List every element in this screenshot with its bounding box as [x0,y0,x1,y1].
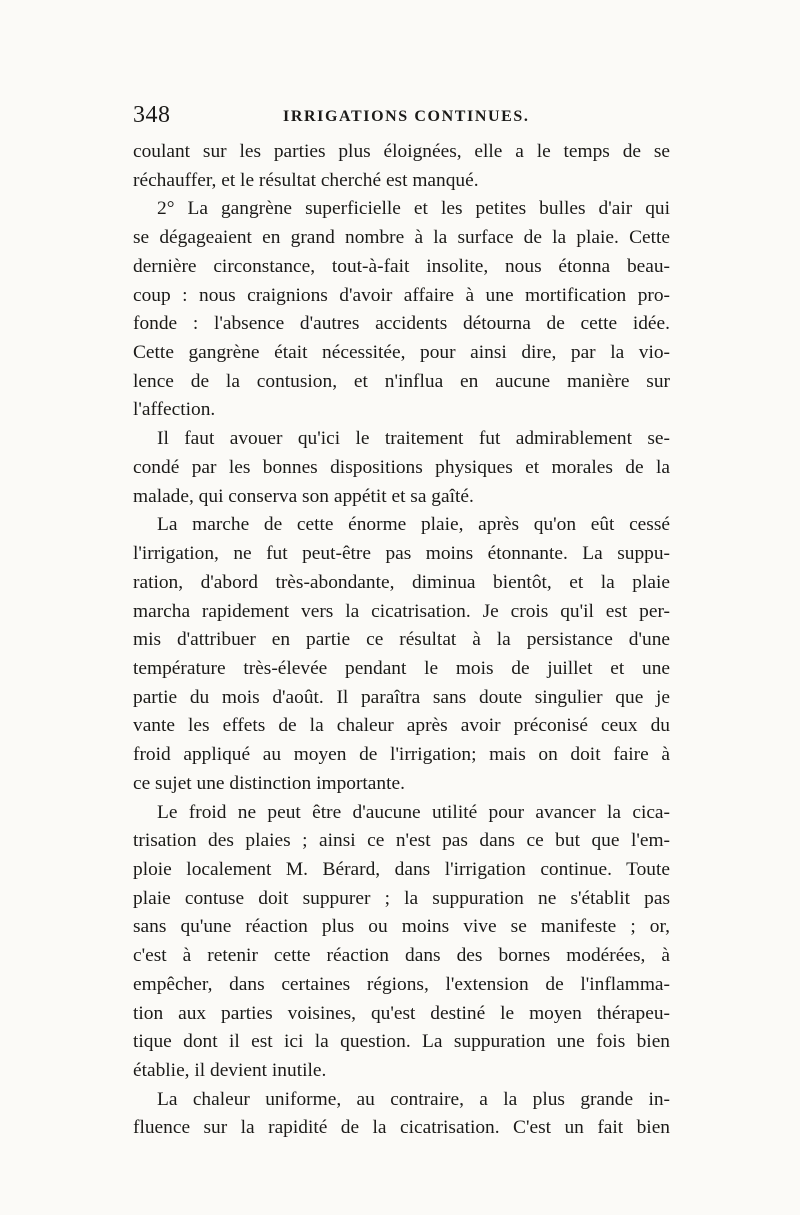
text-line: La marche de cette énorme plaie, après qu'on eût cessé [157,514,670,536]
text-line: condé par les bonnes dispositions physiques et morales de la [133,456,670,478]
text-line: sans qu'une réaction plus ou moins vive se manifeste ; or, [133,916,670,938]
text-line: fluence sur la rapidité de la cicatrisation. C'est un fait bien [133,1117,670,1139]
text-line: température très-élevée pendant le mois de juillet et une [133,657,670,679]
text-line: ploie localement M. Bérard, dans l'irrigation continue. Toute [133,858,670,880]
text-line: empêcher, dans certaines régions, l'extension de l'inflamma- [133,973,670,995]
text-line: se dégageaient en grand nombre à la surface de la plaie. Cette [133,227,670,249]
text-line: dernière circonstance, tout-à-fait insolite, nous étonna beau- [133,255,670,277]
body-text [133,138,670,1143]
text-line: ce sujet une distinction importante. [133,772,405,794]
text-line: 2° La gangrène superficielle et les petites bulles d'air qui [157,198,670,220]
page-header [133,100,673,134]
text-line: tion aux parties voisines, qu'est destiné le moyen thérapeu- [133,1002,670,1024]
text-line: l'irrigation, ne fut peut-être pas moins étonnante. La suppu- [133,543,670,565]
text-line: trisation des plaies ; ainsi ce n'est pas dans ce but que l'em- [133,830,670,852]
text-line: partie du mois d'août. Il paraîtra sans doute singulier que je [133,686,670,708]
text-line: ration, d'abord très-abondante, diminua bientôt, et la plaie [133,571,670,593]
text-line: réchauffer, et le résultat cherché est manqué. [133,169,479,191]
text-line: Cette gangrène était nécessitée, pour ainsi dire, par la vio- [133,342,670,364]
text-line: coup : nous craignions d'avoir affaire à une mortification pro- [133,284,670,306]
text-line: malade, qui conserva son appétit et sa gaîté. [133,485,474,507]
text-line: Il faut avouer qu'ici le traitement fut admirablement se- [157,428,670,450]
text-line: fonde : l'absence d'autres accidents détourna de cette idée. [133,313,670,335]
text-line: l'affection. [133,399,216,421]
text-line: Le froid ne peut être d'aucune utilité pour avancer la cica- [157,801,670,823]
text-line: vante les effets de la chaleur après avoir préconisé ceux du [133,715,670,737]
text-line: plaie contuse doit suppurer ; la suppuration ne s'établit pas [133,887,670,909]
text-line: lence de la contusion, et n'influa en aucune manière sur [133,370,670,392]
text-line: marcha rapidement vers la cicatrisation. Je crois qu'il est per- [133,600,670,622]
text-line: mis d'attribuer en partie ce résultat à la persistance d'une [133,629,670,651]
text-line: coulant sur les parties plus éloignées, elle a le temps de se [133,141,670,162]
text-line: froid appliqué au moyen de l'irrigation; mais on doit faire à [133,744,670,766]
text-line: La chaleur uniforme, au contraire, a la plus grande in- [157,1088,670,1110]
running-title: IRRIGATIONS CONTINUES. [283,108,530,125]
text-line: c'est à retenir cette réaction dans des bornes modérées, à [133,945,670,967]
text-line: tique dont il est ici la question. La suppuration une fois bien [133,1031,670,1053]
page-number: 348 [133,102,171,128]
text-line: établie, il devient inutile. [133,1060,327,1081]
